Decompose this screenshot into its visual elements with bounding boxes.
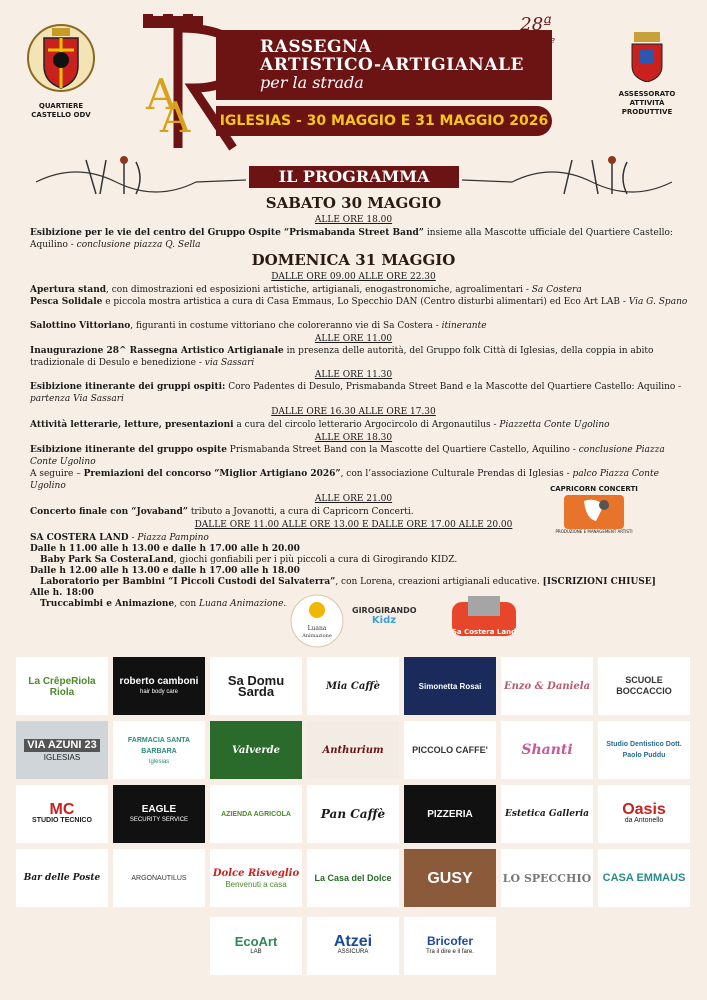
sponsor-logo xyxy=(404,849,496,907)
land-l6-text: , con xyxy=(174,599,200,609)
e1-bold: Apertura stand xyxy=(30,285,107,295)
land-l4-bold: Laboratorio per Bambini “I Piccoli Custodi del Salvaterra” xyxy=(40,577,336,587)
sponsor-logo xyxy=(210,785,302,843)
girogirando-logo xyxy=(352,598,416,638)
coat-of-arms-icon xyxy=(26,20,96,100)
time-domenica-7-text: DALLE ORE 11.00 ALLE ORE 13.00 E DALLE ORE 17.00 ALLE 20.00 xyxy=(194,520,513,530)
title-line-3: per la strada xyxy=(260,73,364,92)
sponsor-logo xyxy=(210,917,302,975)
e2-italic: Via G. Spano xyxy=(628,297,688,307)
comune-crest-icon xyxy=(630,32,664,82)
e7-bold: Esibizione itinerante del gruppo ospite xyxy=(30,445,227,455)
sponsor-name: Anthurium xyxy=(322,744,384,756)
sponsor-logo xyxy=(16,785,108,843)
left-logo-caption-1: QUARTIERE xyxy=(38,102,84,110)
sponsor-logo xyxy=(501,721,593,779)
sponsor-logo xyxy=(16,721,108,779)
svg-text:A: A xyxy=(146,70,177,119)
edition-number: 28ª xyxy=(520,14,552,35)
sponsor-name: Studio Dentistico Dott. Paolo Puddu xyxy=(606,741,682,759)
sponsor-name: SCUOLE BOCCACCIO xyxy=(616,675,672,696)
domenica-title: DOMENICA 31 MAGGIO xyxy=(251,251,456,269)
event-gruppo-ospite xyxy=(30,445,690,468)
land-l4-bold2: [ISCRIZIONI CHIUSE] xyxy=(542,577,656,587)
date-banner: IGLESIAS - 30 MAGGIO E 31 MAGGIO 2026 xyxy=(216,106,552,136)
sponsor-name: Atzei xyxy=(333,933,373,950)
sponsor-logo xyxy=(404,917,496,975)
sponsor-logo xyxy=(307,917,399,975)
time-domenica-4-text: DALLE ORE 16.30 ALLE ORE 17.30 xyxy=(271,407,436,417)
event-attivita-letterarie xyxy=(30,420,690,432)
costera-land-hours-1 xyxy=(30,544,690,556)
edition-badge xyxy=(506,14,566,60)
luana-logo-line-1: Luana xyxy=(307,625,327,632)
sponsor-logo xyxy=(404,721,496,779)
land-bold: SA COSTERA LAND xyxy=(30,533,129,543)
event-concerto-finale xyxy=(30,507,550,519)
e3-bold: Salottino Vittoriano xyxy=(30,321,131,331)
left-logo-caption-2: CASTELLO ODV xyxy=(31,111,91,119)
sponsor-logo xyxy=(307,657,399,715)
sponsor-name: Estetica Galleria xyxy=(505,808,589,819)
sponsor-name: Oasis xyxy=(622,801,666,818)
girogirando-logo-line-2: Kidz xyxy=(371,615,397,626)
land-l6-bold: Truccabimbi e Animazione xyxy=(40,599,175,609)
e9-text: , a cura di Capricorn Concerti. xyxy=(274,507,414,517)
girogirando-logo-line-1: GIROGIRANDO xyxy=(352,606,417,615)
sponsor-sub: LAB xyxy=(250,949,262,955)
title-line-1: RASSEGNA xyxy=(260,37,372,57)
e4-italic: via Sassari xyxy=(204,357,255,368)
costera-land-hours-2 xyxy=(30,566,690,578)
e2-text: e piccola mostra artistica a cura di Casa Emmaus, Lo Specchio DAN (Centro disturbi alimentari) ed Eco Art LAB - xyxy=(102,297,629,307)
e8-pre: A seguire – xyxy=(30,469,84,479)
e8-bold: Premiazioni del concorso “Miglior Artigiano 2026” xyxy=(83,469,341,479)
sponsor-logo xyxy=(404,785,496,843)
sponsor-logo xyxy=(210,657,302,715)
comune-logo xyxy=(605,32,689,117)
sponsor-logo xyxy=(16,657,108,715)
sponsor-name: EcoArt xyxy=(234,934,278,949)
sponsor-name: CASA EMMAUS xyxy=(602,871,686,884)
sabato-event-1-bold: Esibizione per le vie del centro del Gruppo Ospite “Prismabanda Street Band” xyxy=(30,228,424,238)
e1-italic: Sa Costera xyxy=(531,285,582,295)
sponsor-sub: Tra il dire e il fare. xyxy=(426,949,474,955)
sponsor-sub: Riola xyxy=(49,687,75,698)
land-l6-italic: Luana Animazione xyxy=(199,599,284,609)
sponsor-sub: Iglesias xyxy=(148,758,170,765)
e8-italic: palco Piazza Conte Ugolino xyxy=(30,469,659,491)
sponsor-name: GUSY xyxy=(427,869,473,887)
sabato-title: SABATO 30 MAGGIO xyxy=(265,194,442,212)
capricorn-name: CAPRICORN CONCERTI xyxy=(550,485,638,493)
e5-italic: partenza Via Sassari xyxy=(30,393,124,404)
sponsor-name: Bricofer xyxy=(426,934,473,948)
sponsor-sub: hair body care xyxy=(139,689,179,695)
title-line-2: ARTISTICO-ARTIGIANALE xyxy=(260,55,524,75)
land-l5: Alle h. 18:00 xyxy=(30,588,94,598)
time-domenica-1 xyxy=(0,272,707,282)
sponsor-name: Pan Caffè xyxy=(320,806,386,821)
e5-text: Coro Padentes di Desulo, Prismabanda Street Band e la Mascotte del Quartiere Castello: Aquilino - xyxy=(225,382,682,392)
sponsor-name: PIZZERIA xyxy=(427,808,473,820)
sponsor-name: MC xyxy=(49,801,75,818)
sponsor-logo xyxy=(598,849,690,907)
sponsor-name: AZIENDA AGRICOLA xyxy=(221,810,291,818)
time-sabato-1-text: ALLE ORE 18.00 xyxy=(314,215,393,225)
sponsor-logo xyxy=(501,785,593,843)
sponsor-name: ARGONAUTILUS xyxy=(131,874,187,882)
sponsor-name: Dolce Risveglio xyxy=(212,868,300,879)
sponsor-logo xyxy=(404,657,496,715)
sabato-event-1-text: insieme alla Mascotte ufficiale del Quartiere Castello: Aquilino - xyxy=(30,228,673,250)
time-sabato-1 xyxy=(0,215,707,225)
baby-park xyxy=(30,555,690,567)
right-logo-caption-1: ASSESSORATO xyxy=(618,90,676,98)
time-domenica-2 xyxy=(0,334,707,344)
sponsor-name: FARMACIA SANTA BARBARA xyxy=(127,736,191,755)
sponsor-sub: IGLESIAS xyxy=(43,753,81,762)
right-logo-caption-3: PRODUTTIVE xyxy=(621,108,673,116)
e4-bold: Inaugurazione 28^ Rassegna Artistico Artigianale xyxy=(30,346,284,356)
sponsor-logo xyxy=(210,721,302,779)
sponsor-logo xyxy=(501,849,593,907)
svg-text:A: A xyxy=(160,93,191,142)
sponsor-logo xyxy=(307,849,399,907)
land-italic: - Piazza Pampino xyxy=(128,533,209,543)
sponsor-name: VIA AZUNI 23 xyxy=(24,739,99,752)
land-l2-text: , giochi gonfiabili per i più piccoli a cura di Girogirando KIDZ. xyxy=(173,555,458,565)
sponsor-grid xyxy=(16,657,690,977)
e1-text: , con dimostrazioni ed esposizioni artistiche, artigianali, enogastronomiche, agroalimentari - xyxy=(106,285,532,295)
sponsor-name: Valverde xyxy=(232,744,280,756)
e5-bold: Esibizione itinerante dei gruppi ospiti: xyxy=(30,382,226,392)
sponsor-name: Enzo & Daniela xyxy=(503,680,591,692)
land-l4-text: , con Lorena, creazioni artigianali educative. xyxy=(335,577,543,587)
sabato-event-1 xyxy=(30,228,690,251)
sponsor-logo xyxy=(113,849,205,907)
edition-label: edizione xyxy=(516,36,556,46)
e9-bold: Concerto finale con “Jovaband” xyxy=(30,507,188,517)
sponsor-logo xyxy=(501,657,593,715)
sponsor-sub: ASSICURA xyxy=(337,949,369,955)
e6-italic: Piazzetta Conte Ugolino xyxy=(499,420,610,430)
sponsor-name: La CrêpeRiola xyxy=(28,676,96,687)
luana-logo-line-2: Animazione xyxy=(302,633,332,639)
sponsor-name: La Casa del Dolce xyxy=(314,872,392,883)
time-domenica-5 xyxy=(0,433,707,443)
costera-land-logo-text: Sa Costera Land xyxy=(451,628,517,636)
time-domenica-3 xyxy=(0,370,707,380)
sponsor-name: Simonetta Rosai xyxy=(418,681,482,691)
land-l2-bold: Baby Park Sa CosteraLand xyxy=(40,555,174,565)
e6-bold: Attività letterarie, letture, presentazioni xyxy=(30,420,234,430)
sponsor-name: Shanti xyxy=(521,741,573,758)
land-l6-end: . xyxy=(283,599,287,609)
e4-text: in presenza delle autorità, del Gruppo folk Città di Iglesias, della coppia in abito tradizionale di Desulo e benedizione - xyxy=(30,346,654,368)
sponsor-logo xyxy=(598,785,690,843)
right-logo-caption-2: ATTIVITÀ xyxy=(629,99,665,107)
time-domenica-7 xyxy=(0,520,707,530)
sponsor-name: Mia Caffè xyxy=(326,680,380,692)
land-l1: Dalle h 11.00 alle h 13.00 e dalle h 17.00 alle h 20.00 xyxy=(30,544,300,554)
sponsor-sub: SECURITY SERVICE xyxy=(129,817,189,823)
sponsor-logo xyxy=(598,721,690,779)
title-box xyxy=(216,30,552,100)
event-gruppi-ospiti xyxy=(30,382,690,405)
sponsor-logo xyxy=(307,785,399,843)
time-domenica-4 xyxy=(0,407,707,417)
sponsor-name: PICCOLO CAFFE' xyxy=(412,744,488,755)
sponsor-name: Sa Domu Sarda xyxy=(227,673,285,699)
event-inaugurazione xyxy=(30,346,690,369)
event-pesca-solidale xyxy=(30,297,690,309)
time-domenica-1-text: DALLE ORE 09.00 ALLE ORE 22.30 xyxy=(271,272,436,282)
e7-italic: conclusione Piazza Conte Ugolino xyxy=(30,445,665,467)
time-domenica-6-text: ALLE ORE 21.00 xyxy=(314,494,393,504)
sponsor-name: Bar delle Poste xyxy=(23,872,101,883)
programma-title: IL PROGRAMMA xyxy=(249,166,459,188)
time-domenica-3-text: ALLE ORE 11.30 xyxy=(314,370,393,380)
laboratorio-bambini xyxy=(30,577,690,589)
sponsor-sub: da Antonello xyxy=(624,817,664,824)
e3-text: , figuranti in costume vittoriano che coloreranno vie di Sa Costera - xyxy=(130,321,442,331)
sponsor-logo xyxy=(113,721,205,779)
quartiere-castello-logo xyxy=(18,20,104,120)
sponsor-logo xyxy=(16,849,108,907)
sponsor-logo xyxy=(210,849,302,907)
time-domenica-5-text: ALLE ORE 18.30 xyxy=(314,433,393,443)
land-l3: Dalle h 12.00 alle h 13.00 e dalle h 17.00 alle h 18.00 xyxy=(30,566,300,576)
e7-text: Prismabanda Street Band con la Mascotte del Quartiere Castello, Aquilino - xyxy=(226,445,579,455)
sponsor-name: roberto camboni xyxy=(119,676,199,687)
e8-text: , con l’associazione Culturale Prendas di Iglesias - xyxy=(340,469,573,479)
sa-costera-land-logo xyxy=(446,592,522,644)
capricorn-sub: PRODUZIONE E MANAGEMENT ARTISTI xyxy=(555,529,633,534)
sponsor-name: LO SPECCHIO xyxy=(502,871,592,885)
sponsor-logo xyxy=(113,657,205,715)
e2-bold: Pesca Solidale xyxy=(30,297,103,307)
time-domenica-2-text: ALLE ORE 11.00 xyxy=(314,334,393,344)
e6-text: a cura del circolo letterario Argocircolo di Argonautilus - xyxy=(233,420,500,430)
sponsor-name: EAGLE xyxy=(141,804,177,815)
sabato-event-1-italic: conclusione piazza Q. Sella xyxy=(76,239,201,250)
sponsor-logo xyxy=(113,785,205,843)
luana-animazione-logo xyxy=(288,592,346,650)
sponsor-sub: Benvenuti a casa xyxy=(225,880,287,889)
sponsor-logo xyxy=(598,657,690,715)
e9-bold2: tributo a Jovanotti xyxy=(187,507,275,517)
e3-italic: itinerante xyxy=(441,321,487,331)
costera-land-title xyxy=(30,533,690,545)
header xyxy=(0,0,707,160)
event-apertura-stand xyxy=(30,285,690,297)
sponsor-sub: STUDIO TECNICO xyxy=(32,817,92,824)
event-salottino xyxy=(30,321,690,333)
sponsor-logo xyxy=(307,721,399,779)
